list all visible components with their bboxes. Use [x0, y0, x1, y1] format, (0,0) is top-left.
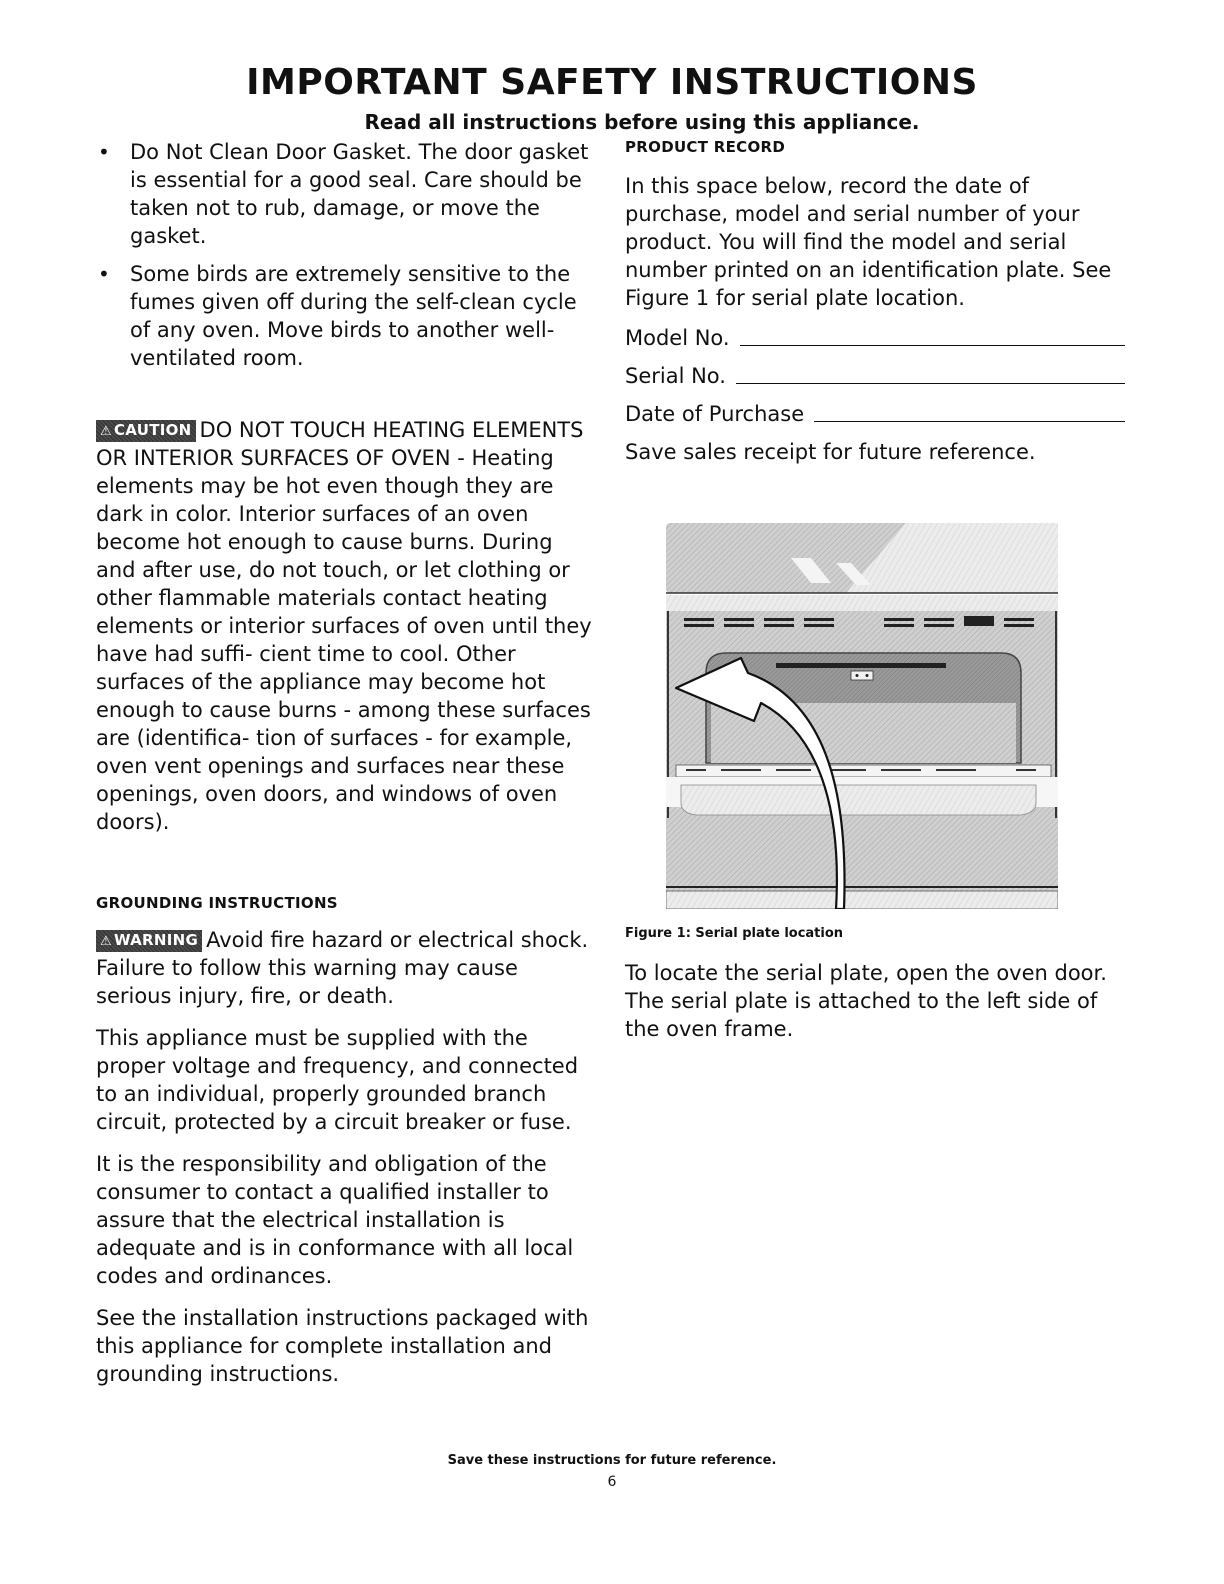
date-of-purchase-blank[interactable] — [814, 421, 1125, 422]
caution-text: - Heating elements may be hot even though they are dark in color. Interior surfaces of an oven become hot enough to cause burns. During and after use, do not touch, or let clothing or other flammable materials contact heating elements or interior surfaces of oven until they have had suffi- cient time to cool. Other surfaces of the appliance may become hot enough to cause burns - among these surfaces are (identifica- tion of surfaces - for example, oven vent openings and surfaces near these openings, oven doors, and windows of oven doors). — [96, 446, 592, 834]
caution-badge: ⚠ CAUTION — [96, 420, 196, 442]
grounding-paragraph-installation: See the installation instructions packaged with this appliance for complete installation and grounding instructions. — [96, 1306, 589, 1386]
date-of-purchase-label: Date of Purchase — [625, 402, 805, 426]
figure-caption: Figure 1: Serial plate location — [625, 926, 844, 941]
serial-number-label: Serial No. — [625, 364, 726, 388]
caution-lead: DO NOT TOUCH HEATING ELEMENTS OR INTERIOR SURFACES OF OVEN — [96, 418, 584, 470]
left-column — [96, 138, 596, 1388]
right-column — [625, 138, 1125, 466]
grounding-paragraph-voltage: This appliance must be supplied with the proper voltage and frequency, and connected to an individual, properly grounded branch circuit, protected by a circuit breaker or fuse. — [96, 1026, 579, 1134]
warning-triangle-icon: ⚠ — [100, 424, 112, 439]
serial-number-blank[interactable] — [736, 383, 1125, 384]
page-subtitle: Read all instructions before using this appliance. — [364, 110, 920, 134]
product-record-heading: PRODUCT RECORD — [625, 138, 786, 156]
product-record-intro: In this space below, record the date of purchase, model and serial number of your product. You will find the model and serial number printed on an identification plate. See Figure 1 for serial plate location. — [625, 174, 1112, 310]
grounding-paragraph-responsibility: It is the responsibility and obligation of the consumer to contact a qualified installer to assure that the electrical installation is adequate and is in conformance with all local codes and ordinances. — [96, 1152, 574, 1288]
caution-paragraph — [96, 416, 596, 836]
oven-serial-plate-figure — [666, 523, 1058, 909]
warning-badge: ⚠ WARNING — [96, 930, 202, 952]
date-of-purchase-field[interactable] — [625, 400, 1125, 428]
serial-number-field[interactable] — [625, 362, 1125, 390]
page-number: 6 — [607, 1474, 617, 1490]
model-number-field[interactable] — [625, 324, 1125, 352]
grounding-heading: GROUNDING INSTRUCTIONS — [96, 894, 338, 912]
bullet-birds: • Some birds are extremely sensitive to the fumes given off during the self-clean cycle of any oven. Move birds to another well-ventilated room. — [96, 260, 596, 372]
save-receipt-note: Save sales receipt for future reference. — [625, 440, 1036, 464]
warning-text: Avoid fire hazard or electrical shock. Failure to follow this warning may cause serious injury, fire, or death. — [96, 928, 589, 1008]
model-number-blank[interactable] — [740, 345, 1125, 346]
warning-paragraph — [96, 926, 596, 1010]
locate-serial-plate-text: To locate the serial plate, open the oven door. The serial plate is attached to the left side of the oven frame. — [625, 961, 1107, 1041]
footer-note: Save these instructions for future reference. — [447, 1453, 777, 1468]
warning-triangle-icon: ⚠ — [100, 934, 112, 949]
bullet-door-gasket: • Do Not Clean Door Gasket. The door gasket is essential for a good seal. Care should be taken not to rub, damage, or move the gasket. — [96, 138, 596, 250]
safety-bullet-list — [96, 138, 596, 372]
figure-caption-block — [625, 926, 1125, 1043]
model-number-label: Model No. — [625, 326, 730, 350]
page-title: IMPORTANT SAFETY INSTRUCTIONS — [246, 62, 978, 103]
oven-illustration-icon — [666, 523, 1058, 909]
